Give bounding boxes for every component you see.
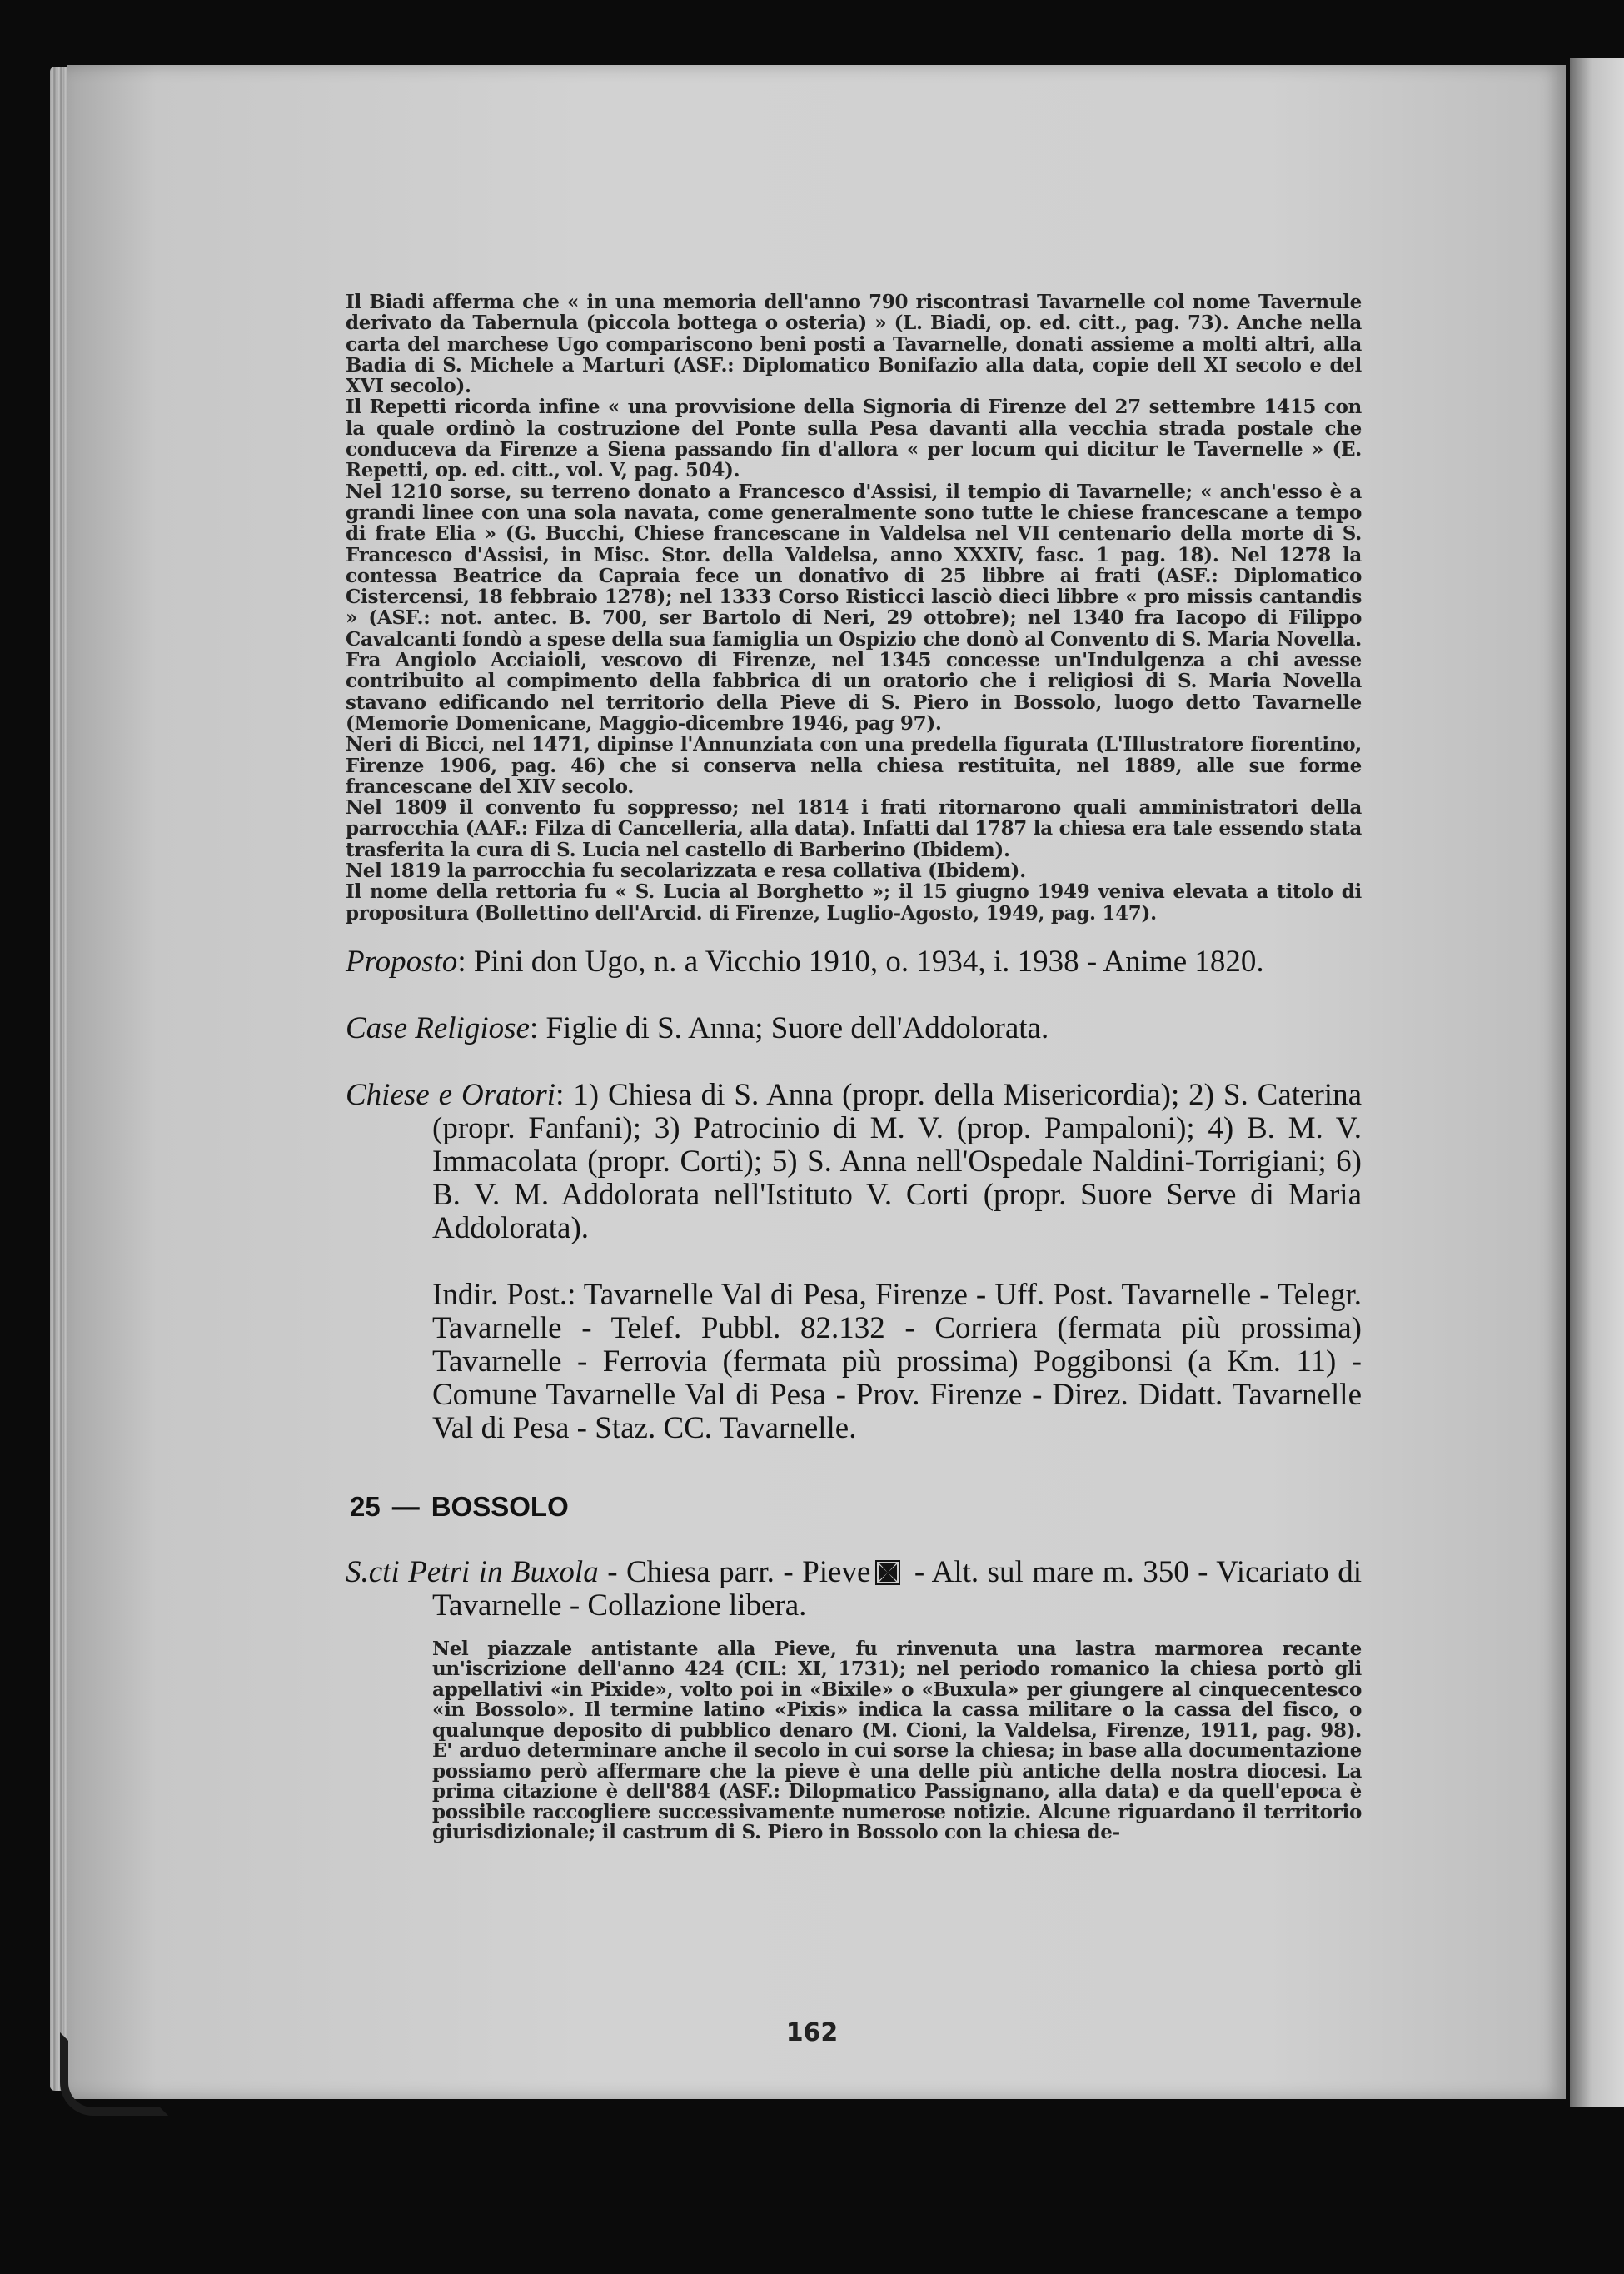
postal-address: Indir. Post.: Tavarnelle Val di Pesa, Firenze - Uff. Post. Tavarnelle - Telegr. Tavarnelle - Telef. Pubbl. 82.132 - Corriera (fermata più prossima) Tavarnelle - Ferrovia (fermata più prossima) Poggibonsi (a Km. 11) - Comune Tavarnelle Val di Pesa - Prov. Firenze - Direz. Didatt. Tavarnelle Val di Pesa - Staz. CC. Tavarnelle. — [432, 1277, 1362, 1445]
page-number: 162 — [785, 2018, 839, 2047]
section-number: 25 — [350, 1490, 381, 1522]
note-paragraph: Il nome della rettoria fu « S. Lucia al Borghetto »; il 15 giugno 1949 veniva elevata a titolo di propositura (Bollettino dell'Arcid. di Firenze, Luglio-Agosto, 1949, pag. 147). — [346, 880, 1362, 925]
note-paragraph: Il Biadi afferma che « in una memoria dell'anno 790 riscontrasi Tavarnelle col nome Tavernule derivato da Tabernula (piccola bottega o osteria) » (L. Biadi, op. ed. citt., pag. 73). Anche nella carta del marchese Ugo compariscono beni posti a Tavarnelle, donati assieme a molti altri, alla Badia di S. Michele a Marturi (ASF.: Diplomatico Bonifazio alla data, copie dell XI secolo e del XVI secolo). — [346, 291, 1362, 398]
note-paragraph: Il Repetti ricorda infine « una provvisione della Signoria di Firenze del 27 settembre 1415 con la quale ordinò la costruzione del Ponte sulla Pesa davanti alla vecchia strada postale che conduceva da Firenze a Siena passando fin d'allora « per locum qui dicitur le Tavernelle » (E. Repetti, op. ed. citt., vol. V, pag. 504). — [346, 396, 1362, 482]
maltese-cross-icon — [875, 1560, 900, 1585]
note-paragraph: Nel 1809 il convento fu soppresso; nel 1814 i frati ritornarono quali amministratori della parrocchia (AAF.: Filza di Cancelleria, alla data). Infatti dal 1787 la chiesa era tale essendo stata trasferita la cura di S. Lucia nel castello di Barberino (Ibidem). — [346, 796, 1362, 861]
note-paragraph: Neri di Bicci, nel 1471, dipinse l'Annunziata con una predella figurata (L'Illustratore fiorentino, Firenze 1906, pag. 46) che si conserva nella chiesa restituita, nel 1889, alle sue forme francescane del XIV secolo. — [346, 733, 1362, 798]
historical-note — [346, 292, 1362, 924]
page-content — [346, 292, 1362, 1843]
bossolo-note — [346, 1639, 1362, 1843]
proposto-text: : Pini don Ugo, n. a Vicchio 1910, o. 1934, i. 1938 - Anime 1820. — [457, 944, 1264, 979]
bossolo-text-before: - Chiesa parr. - Pieve — [598, 1554, 871, 1589]
case-religiose-text: : Figlie di S. Anna; Suore dell'Addolorata. — [529, 1010, 1049, 1045]
note-paragraph: Nel 1210 sorse, su terreno donato a Francesco d'Assisi, il tempio di Tavarnelle; « anch'esso è a grandi linee con una sola navata, come generalmente sono tutte le chiese francescane a tempo di frate Elia » (G. Bucchi, Chiese francescane in Valdelsa nel VII centenario della morte di S. Francesco d'Assisi, in Misc. Stor. della Valdelsa, anno XXXIV, fasc. 1 pag. 18). Nel 1278 la contessa Beatrice da Capraia fece un donativo di 25 libbre ai frati (ASF.: Diplomatico Cistercensi, 18 febbraio 1278); nel 1333 Corso Risticci lasciò dieci libbre « pro missis cantandis » (ASF.: not. antec. B. 700, ser Bartolo di Neri, 29 ottobre); nel 1340 fra Iacopo di Filippo Cavalcanti fondò a spese della sua famiglia un Ospizio che donò al Convento di S. Maria Novella. Fra Angiolo Acciaioli, vescovo di Firenze, nel 1345 concesse un'Indulgenza a chi avesse contribuito al compimento della fabbrica di un oratorio che i religiosi di S. Maria Novella stavano edificando nel territorio della Pieve di S. Piero in Bossolo, luogo detto Tavarnelle (Memorie Domenicane, Maggio-dicembre 1946, pag 97). — [346, 480, 1362, 735]
bossolo-entry — [346, 1556, 1362, 1623]
case-religiose-entry — [346, 1012, 1362, 1045]
section-dash: — — [391, 1490, 420, 1522]
chiese-oratori-label: Chiese e Oratori — [346, 1077, 556, 1112]
chiese-oratori-text: : 1) Chiesa di S. Anna (propr. della Misericordia); 2) S. Caterina (propr. Fanfani); 3) Patrocinio di M. V. (prop. Pampaloni); 4) B. M. V. Immacolata (propr. Corti); 5) S. Anna nell'Ospedale Naldini-Torrigiani; 6) B. V. M. Addolorata nell'Istituto V. Corti (propr. Suore Serve di Maria Addolorata). — [432, 1077, 1362, 1245]
note-paragraph: Nel 1819 la parrocchia fu secolarizzata e resa collativa (Ibidem). — [346, 860, 1026, 883]
proposto-label: Proposto — [346, 944, 458, 979]
bossolo-text-after: - Alt. sul mare m. 350 - Vicariato di Tavarnelle - Collazione libera. — [432, 1554, 1362, 1623]
bossolo-label: S.cti Petri in Buxola — [346, 1554, 599, 1589]
chiese-oratori-entry — [346, 1079, 1362, 1245]
case-religiose-label: Case Religiose — [346, 1010, 530, 1045]
bossolo-note-text: Nel piazzale antistante alla Pieve, fu rinvenuta una lastra marmorea recante un'iscrizione dell'anno 424 (CIL: XI, 1731); nel periodo romanico la chiesa portò gli appellativi «in Pixide», volto poi in «Bixile» o «Buxula» per giungere al cinquecentesco «in Bossolo». Il termine latino «Pixis» indica la cassa militare o la cassa del fisco, o qualunque deposito di pubblico denaro (M. Cioni, la Valdelsa, Firenze, 1911, pag. 98). E' arduo determinare anche il secolo in cui sorse la chiesa; in base alla documentazione possiamo però affermare che la pieve è una delle più antiche della nostra diocesi. La prima citazione è dell'884 (ASF.: Dilopmatico Passignano, alla data) e da quell'epoca è possibile raccogliere successivamente numerose notizie. Alcune riguardano il territorio giurisdizionale; il castrum di S. Piero in Bossolo con la chiesa de- — [432, 1637, 1362, 1844]
facing-page-edge — [1570, 58, 1624, 2107]
proposto-entry — [346, 945, 1362, 979]
section-title: BOSSOLO — [431, 1490, 569, 1522]
section-heading — [350, 1491, 1362, 1523]
